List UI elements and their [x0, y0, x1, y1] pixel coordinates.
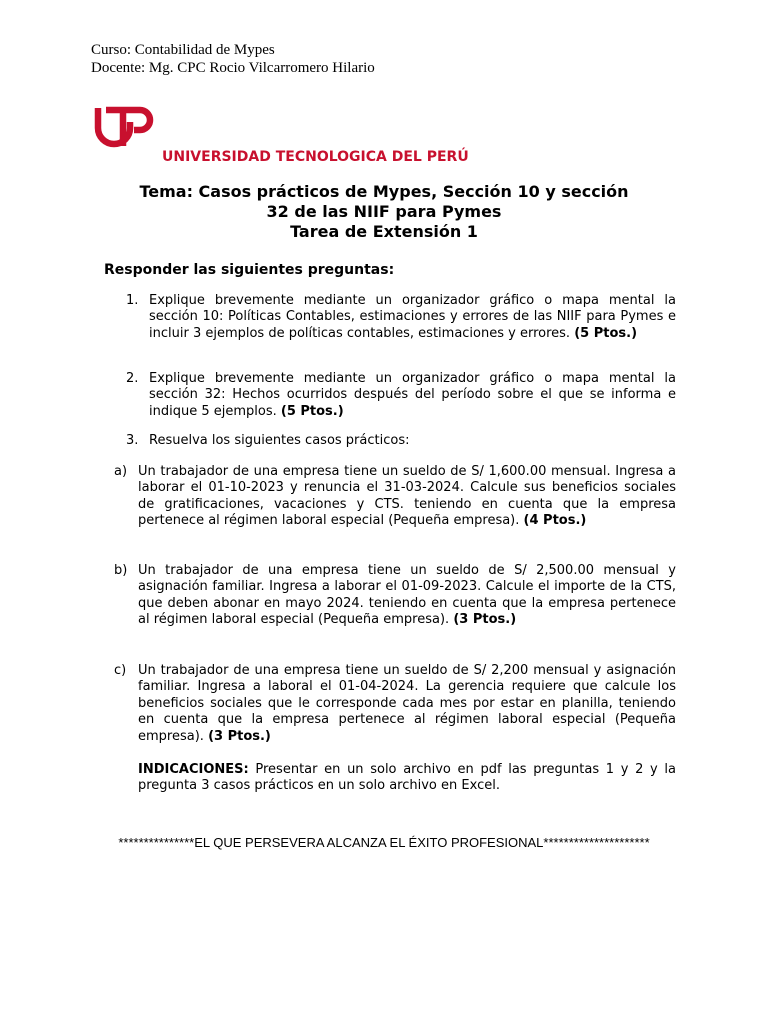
instructions-heading: Responder las siguientes preguntas: [104, 262, 395, 278]
utp-logo-icon [94, 104, 156, 154]
case-points: (3 Ptos.) [208, 728, 271, 744]
question-number: 2. [126, 371, 139, 386]
title-line-2: 32 de las NIIF para Pymes [266, 202, 502, 221]
indications [138, 762, 676, 795]
case-letter: b) [114, 563, 128, 578]
question-number: 1. [126, 293, 139, 308]
title-line-3: Tarea de Extensión 1 [290, 222, 478, 241]
question-points: (5 Ptos.) [280, 403, 344, 419]
question-number: 3. [126, 433, 139, 448]
university-name: UNIVERSIDAD TECNOLOGICA DEL PERÚ [162, 149, 469, 165]
question-text: Explique brevemente mediante un organizador gráfico o mapa mental la sección 32: Hechos ocurridos después del período sobre el que se informa e indique 5 ejemplos. [149, 371, 676, 419]
teacher-line: Docente: Mg. CPC Rocio Vilcarromero Hilario [91, 60, 375, 76]
case-c [138, 663, 676, 745]
case-text: Un trabajador de una empresa tiene un sueldo de S/ 1,600.00 mensual. Ingresa a laborar el 01-10-2023 y renuncia el 31-03-2024. Calcule sus beneficios sociales de gratificaciones, vacaciones y CTS. teniendo en cuenta que la empresa pertenece al régimen laboral especial (Pequeña empresa). [138, 464, 676, 529]
course-line: Curso: Contabilidad de Mypes [91, 42, 275, 58]
footer-motto: ***************EL QUE PERSEVERA ALCANZA EL ÉXITO PROFESIONAL********************* [118, 835, 650, 850]
question-1 [149, 293, 676, 342]
indications-text: Presentar en un solo archivo en pdf las preguntas 1 y 2 y la pregunta 3 casos prácticos en un solo archivo en Excel. [138, 762, 676, 794]
page-title [0, 182, 768, 242]
title-line-1: Tema: Casos prácticos de Mypes, Sección 10 y sección [139, 182, 629, 201]
question-3: Resuelva los siguientes casos prácticos: [149, 433, 410, 448]
indications-label: INDICACIONES: [138, 762, 249, 777]
question-points: (5 Ptos.) [574, 325, 638, 341]
case-a [138, 464, 676, 530]
case-points: (4 Ptos.) [523, 513, 587, 529]
case-points: (3 Ptos.) [453, 612, 517, 628]
question-2 [149, 371, 676, 420]
case-letter: a) [114, 464, 128, 479]
case-letter: c) [114, 663, 127, 678]
case-text: Un trabajador de una empresa tiene un sueldo de S/ 2,200 mensual y asignación familiar. Ingresa a laboral el 01-04-2024. La gerencia requiere que calcule los beneficios sociales que le corresponde cada mes por estar en planilla, teniendo en cuenta que la empresa pertenece al régimen laboral especial (Pequeña empresa). [138, 663, 676, 744]
case-b [138, 563, 676, 629]
question-text: Explique brevemente mediante un organizador gráfico o mapa mental la sección 10: Políticas Contables, estimaciones y errores de las NIIF para Pymes e incluir 3 ejemplos de políticas contables, estimaciones y errores. [149, 293, 676, 341]
case-text: Un trabajador de una empresa tiene un sueldo de S/ 2,500.00 mensual y asignación familiar. Ingresa a laborar el 01-09-2023. Calcule el importe de la CTS, que deben abonar en mayo 2024. teniendo en cuenta que la empresa pertenece al régimen laboral especial (Pequeña empresa). [138, 563, 676, 628]
